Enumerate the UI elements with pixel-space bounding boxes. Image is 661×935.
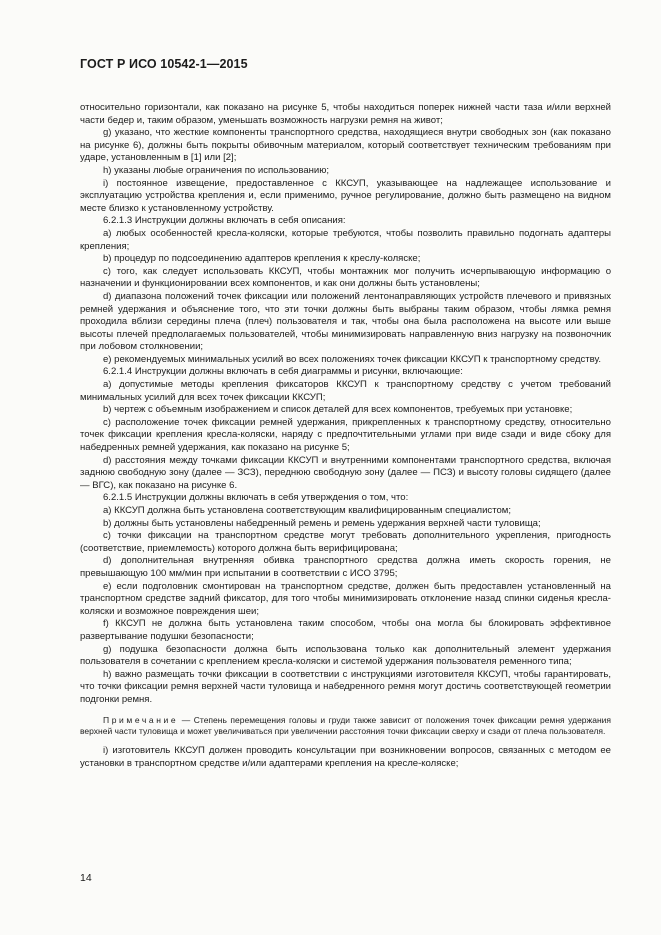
list-item-c: c) того, как следует использовать ККСУП, чтобы монтажник мог получить исчерпывающую информацию о назначении и функционировании всех компонентов, и как они должны быть установлены; <box>80 265 611 290</box>
list-item-b: b) процедур по подсоединению адаптеров крепления к креслу-коляске; <box>103 253 421 265</box>
list-item-b: b) должны быть установлены набедренный ремень и ремень удержания верхней части туловища; <box>103 517 541 529</box>
list-item-h: h) важно размещать точки фиксации в соответствии с инструкциями изготовителя ККСУП, чтобы гарантировать, что точки фиксации ремня верхней части туловища и набедренного ремня могут достичь соответствующей геометрии подгонки ремня. <box>80 668 611 705</box>
list-item-d: d) расстояния между точками фиксации ККСУП и внутренними компонентами транспортного средства, включая заднюю свободную зону (далее — ЗСЗ), переднюю свободную зону (далее — ПСЗ) и высоту головы сидящего (далее — ВГС), как показано на рисунке 6. <box>80 454 611 491</box>
document-body <box>80 102 611 770</box>
page-number: 14 <box>80 872 92 884</box>
list-item-i: i) постоянное извещение, предоставленное с ККСУП, указывающее на надлежащее использование и эксплуатацию устройства крепления и, если применимо, ручное регулирование, должно быть размещено на видном месте близко к установленному устройству. <box>80 177 611 214</box>
list-item-a: a) любых особенностей кресла-коляски, которые требуются, чтобы позволить правильно подогнать адаптеры крепления; <box>80 227 611 252</box>
note-label: Примечание <box>103 714 179 725</box>
list-item-c: c) точки фиксации на транспортном средстве могут требовать дополнительного укрепления, пригодность (соответствие, приемлемость) которого должна быть верифицирована; <box>80 530 611 554</box>
clause-6-2-1-3: 6.2.1.3 Инструкции должны включать в себя описания: <box>103 215 346 227</box>
list-item-g: g) указано, что жесткие компоненты транспортного средства, находящиеся внутри свободных зон (как показано на рисунке 6), должны быть покрыты обивочным материалом, который соответствует техническим требованиям при ударе, установленным в [1] или [2]; <box>80 127 611 164</box>
list-item-a: a) допустимые методы крепления фиксаторов ККСУП к транспортному средству с учетом требований минимальных усилий для всех точек фиксации ККСУП; <box>80 379 611 403</box>
document-header: ГОСТ Р ИСО 10542-1—2015 <box>80 57 248 71</box>
list-item-h: h) указаны любые ограничения по использованию; <box>103 164 330 176</box>
clause-6-2-1-4: 6.2.1.4 Инструкции должны включать в себя диаграммы и рисунки, включающие: <box>103 366 463 378</box>
paragraph-continuation: относительно горизонтали, как показано на рисунке 5, чтобы находиться поперек нижней части таза и/или верхней части бедер и, таким образом, уменьшать возможность нагрузки ремня на живот; <box>80 102 611 126</box>
list-item-i: i) изготовитель ККСУП должен проводить консультации при возникновении вопросов, связанных с методом ее установки в транспортном средстве и/или адаптерами крепления на кресле-коляске; <box>80 744 611 769</box>
list-item-d: d) диапазона положений точек фиксации или положений лентонаправляющих устройств плечевого и привязных ремней удержания и объяснение того, что эти точки должны быть выбраны таким образом, чтобы лямка ремня проходила вблизи середины плеча (плеч) пользователя и так, чтобы она была расположена на высоте или выше высоты плечей предполагаемых пользователей, чтобы минимизировать направленную вниз нагрузку на позвоночник при лобовом столкновении; <box>80 290 611 353</box>
list-item-a: a) ККСУП должна быть установлена соответствующим квалифицированным специалистом; <box>103 505 511 516</box>
list-item-d: d) дополнительная внутренняя обивка транспортного средства должна иметь скорость горения, не превышающую 100 мм/мин при испытании в соответствии с ИСО 3795; <box>80 555 611 579</box>
list-item-c: c) расположение точек фиксации ремней удержания, прикрепленных к транспортному средству, относительно точек фиксации крепления кресла-коляски, наряду с предпочтительными углами при виде сзади и виде сбоку для набедренных ремней удержания, как показано на рисунке 5; <box>80 416 611 454</box>
list-item-b: b) чертеж с объемным изображением и список деталей для всех компонентов, требуемых при установке; <box>103 404 573 416</box>
note <box>80 715 611 737</box>
clause-6-2-1-5: 6.2.1.5 Инструкции должны включать в себя утверждения о том, что: <box>103 492 409 504</box>
list-item-e: e) если подголовник смонтирован на транспортном средстве, должен быть предоставлен установленный на транспортном средстве задний фиксатор, для того чтобы минимизировать отклонение назад спинки сиденья кресла-коляски и возможное повреждения шеи; <box>80 580 611 617</box>
list-item-g: g) подушка безопасности должна быть использована только как дополнительный элемент удержания пользователя в сочетании с креплением кресла-коляски и системой удержания пользователя ременного типа; <box>80 643 611 668</box>
list-item-f: f) ККСУП не должна быть установлена таким способом, чтобы она могла бы блокировать эффективное развертывание подушки безопасности; <box>80 618 611 642</box>
note-text: — Степень перемещения головы и груди также зависит от положения точек фиксации ремня удержания верхней части туловища и может увеличиваться при увеличении расстояния точки фиксации сверху и сзади от плеча пользователя. <box>80 714 611 736</box>
list-item-e: e) рекомендуемых минимальных усилий во всех положениях точек фиксации ККСУП к транспортному средству. <box>103 353 601 365</box>
